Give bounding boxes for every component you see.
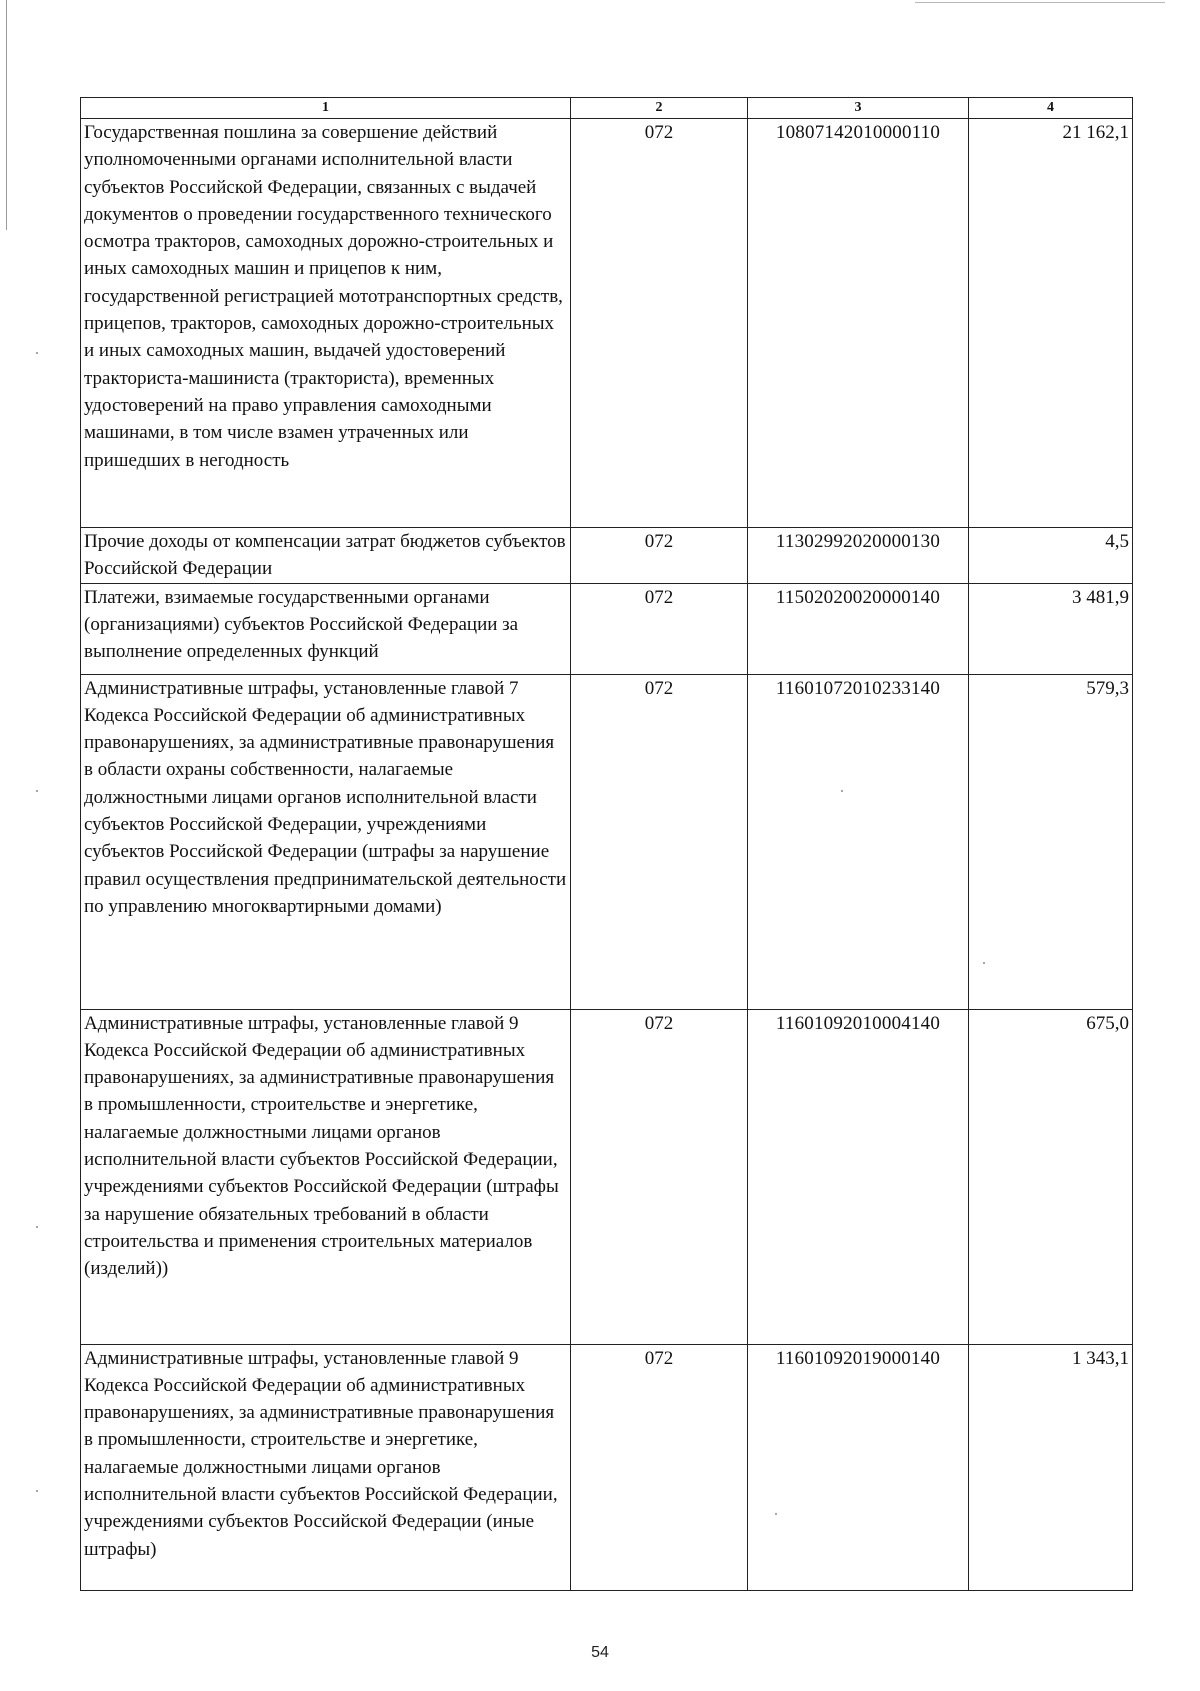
table-row bbox=[81, 674, 1133, 1009]
column-header-4: 4 bbox=[969, 98, 1133, 119]
row-amount: 3 481,9 bbox=[969, 583, 1133, 674]
row-amount: 4,5 bbox=[969, 528, 1133, 584]
row-amount: 21 162,1 bbox=[969, 119, 1133, 528]
table-row bbox=[81, 528, 1133, 584]
scan-speck bbox=[36, 1226, 38, 1228]
row-amount: 1 343,1 bbox=[969, 1344, 1133, 1590]
row-description: Платежи, взимаемые государственными органами (организациями) субъектов Российской Федерации за выполнение определенных функций bbox=[81, 583, 571, 674]
row-amount: 579,3 bbox=[969, 674, 1133, 1009]
table-row bbox=[81, 583, 1133, 674]
table-header-row bbox=[81, 98, 1133, 119]
row-description: Государственная пошлина за совершение действий уполномоченными органами исполнительной власти субъектов Российской Федерации, связанных с выдачей документов о проведении государственного технического осмотра тракторов, самоходных дорожно-строительных и иных самоходных машин и прицепов к ним, государственной регистрацией мототранспортных средств, прицепов, тракторов, самоходных дорожно-строительных и иных самоходных машин, выдачей удостоверений тракториста-машиниста (тракториста), временных удостоверений на право управления самоходными машинами, в том числе взамен утраченных или пришедших в негодность bbox=[81, 119, 571, 528]
row-description: Административные штрафы, установленные главой 7 Кодекса Российской Федерации об административных правонарушениях, за административные правонарушения в области охраны собственности, налагаемые должностными лицами органов исполнительной власти субъектов Российской Федерации, учреждениями субъектов Российской Федерации (штрафы за нарушение правил осуществления предпринимательской деятельности по управлению многоквартирными домами) bbox=[81, 674, 571, 1009]
row-income-code: 11601092019000140 bbox=[748, 1344, 969, 1590]
scan-edge-line bbox=[915, 2, 1165, 3]
page-number: 54 bbox=[591, 1644, 609, 1661]
row-income-code: 11502020020000140 bbox=[748, 583, 969, 674]
row-admin-code: 072 bbox=[571, 1344, 748, 1590]
scan-speck bbox=[36, 352, 38, 354]
row-admin-code: 072 bbox=[571, 674, 748, 1009]
column-header-3: 3 bbox=[748, 98, 969, 119]
row-description: Административные штрафы, установленные главой 9 Кодекса Российской Федерации об административных правонарушениях, за административные правонарушения в промышленности, строительстве и энергетике, налагаемые должностными лицами органов исполнительной власти субъектов Российской Федерации, учреждениями субъектов Российской Федерации (штрафы за нарушение обязательных требований в области строительства и применения строительных материалов (изделий)) bbox=[81, 1009, 571, 1344]
row-admin-code: 072 bbox=[571, 583, 748, 674]
column-header-1: 1 bbox=[81, 98, 571, 119]
table-row bbox=[81, 119, 1133, 528]
scan-speck bbox=[36, 790, 38, 792]
row-income-code: 11302992020000130 bbox=[748, 528, 969, 584]
column-header-2: 2 bbox=[571, 98, 748, 119]
scan-speck bbox=[36, 1490, 38, 1492]
row-admin-code: 072 bbox=[571, 528, 748, 584]
row-income-code: 11601072010233140 bbox=[748, 674, 969, 1009]
row-income-code: 10807142010000110 bbox=[748, 119, 969, 528]
row-amount: 675,0 bbox=[969, 1009, 1133, 1344]
row-admin-code: 072 bbox=[571, 1009, 748, 1344]
row-description: Административные штрафы, установленные главой 9 Кодекса Российской Федерации об административных правонарушениях, за административные правонарушения в промышленности, строительстве и энергетике, налагаемые должностными лицами органов исполнительной власти субъектов Российской Федерации, учреждениями субъектов Российской Федерации (иные штрафы) bbox=[81, 1344, 571, 1590]
row-description: Прочие доходы от компенсации затрат бюджетов субъектов Российской Федерации bbox=[81, 528, 571, 584]
row-income-code: 11601092010004140 bbox=[748, 1009, 969, 1344]
scan-edge-line bbox=[6, 0, 7, 230]
table-row bbox=[81, 1009, 1133, 1344]
table-row bbox=[81, 1344, 1133, 1590]
row-admin-code: 072 bbox=[571, 119, 748, 528]
revenue-table bbox=[80, 97, 1133, 1591]
